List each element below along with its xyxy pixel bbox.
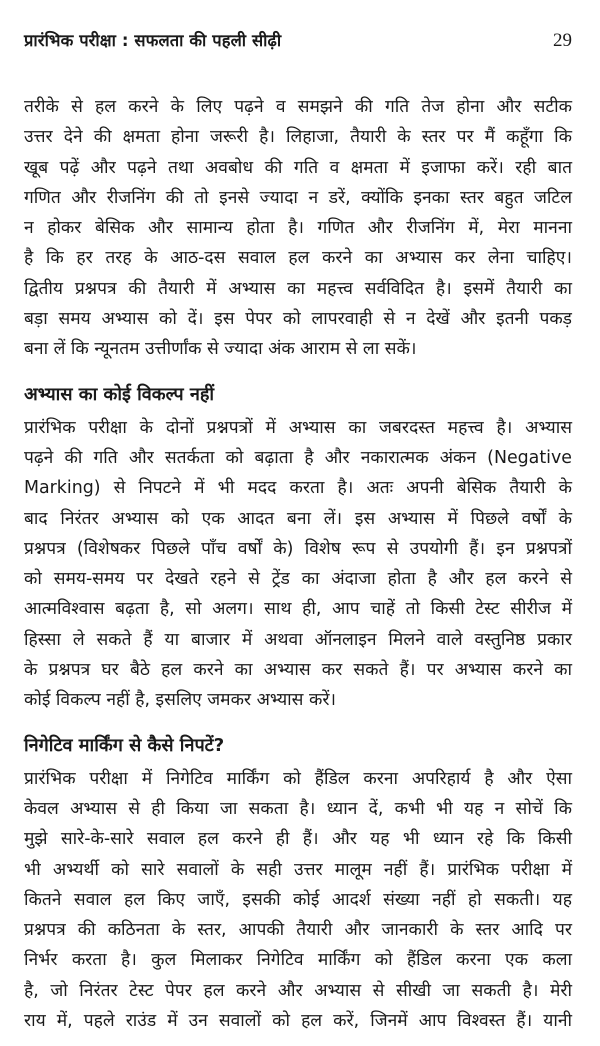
text-line: न होकर बेसिक और सामान्य होता है। गणित और रीजनिंग में, मेरा मानना	[24, 218, 572, 239]
text-line: भी अभ्यर्थी को सारे सवालों के सही उत्तर मालूम नहीं हैं। प्रारंभिक परीक्षा में	[24, 859, 572, 880]
text-line: आत्मविश्वास बढ़ता है, सो अलग। साथ ही, आप चाहें तो किसी टेस्ट सीरीज में	[24, 599, 572, 620]
text-line: केवल अभ्यास से ही किया जा सकता है। ध्यान दें, कभी भी यह न सोचें कि	[24, 798, 572, 819]
text-line: निर्भर करता है। कुल मिलाकर निगेटिव मार्किंग को हैंडिल करना एक कला	[24, 950, 572, 971]
text-line: तरीके से हल करने के लिए पढ़ने व समझने की गति तेज होना और सटीक	[24, 97, 572, 117]
text-line: राय में, पहले राउंड में उन सवालों को हल करें, जिनमें आप विश्वस्त हैं। यानी	[24, 1011, 572, 1032]
text-line: बना लें कि न्यूनतम उत्तीर्णांक से ज्यादा अंक आराम से ला सकें।	[24, 339, 417, 360]
text-line: गणित और रीजनिंग की तो इनसे ज्यादा न डरें, क्योंकि इनका स्तर बहुत जटिल	[24, 187, 572, 208]
text-line: उत्तर देने की क्षमता होना जरूरी है। लिहाजा, तैयारी के स्तर पर मैं कहूँगा कि	[24, 127, 572, 148]
text-line: है, जो निरंतर टेस्ट पेपर हल करने और अभ्यास से सीखी जा सकती है। मेरी	[24, 980, 572, 1001]
text-line: पढ़ने की गति और सतर्कता को बढ़ाता है और नकारात्मक अंकन (Negative	[24, 447, 572, 468]
header-title: प्रारंभिक परीक्षा : सफलता की पहली सीढ़ी	[24, 31, 282, 50]
text-line: मुझे सारे-के-सारे सवाल हल करने ही हैं। और यह भी ध्यान रहे कि किसी	[24, 829, 572, 850]
paragraph-practice	[24, 413, 572, 716]
text-line: है कि हर तरह के आठ-दस सवाल हल करने का अभ्यास कर लेना चाहिए।	[24, 248, 572, 269]
text-line: के प्रश्नपत्र घर बैठे हल करने का अभ्यास कर सकते हैं। पर अभ्यास करने का	[24, 660, 572, 681]
paragraph-negative-marking	[24, 764, 572, 1037]
text-line: बड़ा समय अभ्यास को दें। इस पेपर को लापरवाही से न देखें और इतनी पकड़	[24, 309, 572, 330]
running-header	[24, 28, 572, 58]
page-number: 29	[553, 30, 572, 51]
text-line: कोई विकल्प नहीं है, इसलिए जमकर अभ्यास करें।	[24, 690, 337, 711]
text-line: खूब पढ़ें और पढ़ने तथा अवबोध की गति व क्षमता में इजाफा करें। रही बात	[24, 157, 572, 178]
text-line: प्रश्नपत्र की कठिनता के स्तर, आपकी तैयारी और जानकारी के स्तर आदि पर	[24, 920, 572, 941]
paragraph-continuation	[24, 92, 572, 365]
text-line: कितने सवाल हल किए जाएँ, इसकी कोई आदर्श संख्या नहीं हो सकती। यह	[24, 889, 572, 910]
text-line: द्वितीय प्रश्नपत्र की तैयारी में अभ्यास का महत्त्व सर्वविदित है। इसमें तैयारी का	[24, 278, 572, 299]
text-line: बाद निरंतर अभ्यास को एक आदत बना लें। इस अभ्यास में पिछले वर्षों के	[24, 508, 572, 529]
text-line: प्रारंभिक परीक्षा के दोनों प्रश्नपत्रों में अभ्यास का जबरदस्त महत्त्व है। अभ्यास	[24, 417, 572, 438]
text-line: को समय-समय पर देखते रहने से ट्रेंड का अंदाजा होता है और हल करने से	[24, 569, 572, 590]
section-heading-practice: अभ्यास का कोई विकल्प नहीं	[24, 383, 215, 405]
text-line: हिस्सा ले सकते हैं या बाजार में अथवा ऑनलाइन मिलने वाले वस्तुनिष्ठ प्रकार	[24, 629, 572, 650]
page-body	[24, 92, 572, 1036]
section-heading-negative-marking: निगेटिव मार्किंग से कैसे निपटें?	[24, 734, 225, 756]
text-line: Marking) से निपटने में भी मदद करता है। अतः अपनी बेसिक तैयारी के	[24, 478, 572, 499]
text-line: प्रश्नपत्र (विशेषकर पिछले पाँच वर्षों के) विशेष रूप से उपयोगी हैं। इन प्रश्नपत्रों	[24, 538, 572, 559]
text-line: प्रारंभिक परीक्षा में निगेटिव मार्किंग को हैंडिल करना अपरिहार्य है और ऐसा	[24, 768, 572, 789]
